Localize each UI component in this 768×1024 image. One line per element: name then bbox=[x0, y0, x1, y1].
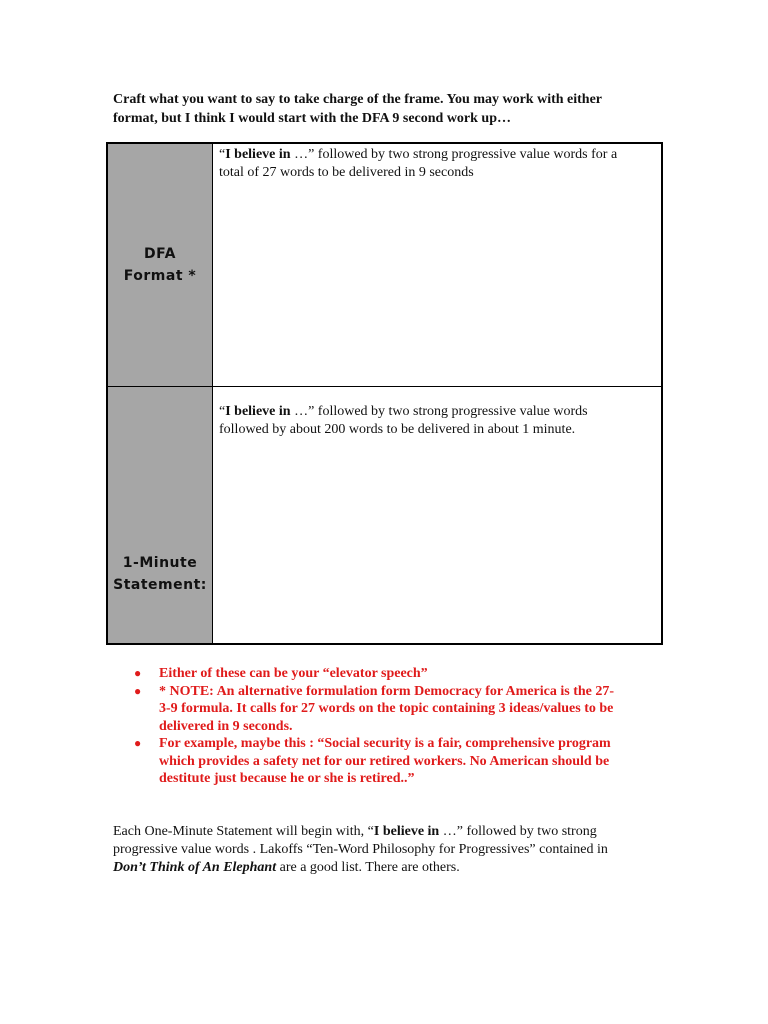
bullet-dot-icon: ● bbox=[134, 666, 142, 680]
dfa-label-line-1: DFA bbox=[144, 246, 176, 262]
bullet-3-line-1: For example, maybe this : “Social security is a fair, comprehensive program bbox=[159, 736, 611, 751]
dfa-instruction-rest: …” followed by two strong progressive value words for a bbox=[290, 147, 618, 162]
footer-part-2: …” followed by two strong bbox=[439, 824, 597, 839]
notes-bullet-list bbox=[134, 665, 659, 788]
footer-paragraph bbox=[113, 823, 673, 877]
bullet-2-line-1: * NOTE: An alternative formulation form Democracy for America is the 27- bbox=[159, 683, 615, 699]
bullet-2-line-2: 3-9 formula. It calls for 27 words on the topic containing 3 ideas/values to be bbox=[159, 701, 614, 716]
footer-line-2: progressive value words . Lakoffs “Ten-Word Philosophy for Progressives” contained in bbox=[113, 842, 608, 857]
footer-i-believe-in: I believe in bbox=[373, 824, 440, 839]
one-minute-instruction-rest: …” followed by two strong progressive value words bbox=[290, 404, 588, 419]
one-minute-instruction-line-1 bbox=[219, 403, 655, 421]
one-minute-i-believe-in: I believe in bbox=[225, 404, 291, 419]
bullet-item-dfa-note bbox=[134, 683, 659, 736]
dfa-instruction-line-2: total of 27 words to be delivered in 9 seconds bbox=[219, 165, 474, 180]
bullet-2-line-3: delivered in 9 seconds. bbox=[159, 718, 293, 734]
bullet-1-line-1: Either of these can be your “elevator speech” bbox=[159, 666, 428, 681]
one-minute-label-line-1: 1-Minute bbox=[122, 555, 198, 571]
intro-line-2: format, but I think I would start with the DFA 9 second work up… bbox=[113, 111, 512, 126]
one-minute-label-line-2: Statement: bbox=[113, 577, 207, 593]
dfa-format-label-cell bbox=[108, 144, 213, 387]
intro-paragraph bbox=[113, 90, 673, 128]
bullet-3-line-2: which provides a safety net for our retired workers. No American should be bbox=[159, 753, 610, 769]
one-minute-instruction-line-2: followed by about 200 words to be delivered in about 1 minute. bbox=[219, 422, 576, 437]
bullet-3-line-3: destitute just because he or she is retired..” bbox=[159, 771, 415, 786]
footer-line-3 bbox=[113, 859, 673, 877]
one-minute-quote-open: “ bbox=[219, 404, 226, 419]
dfa-format-content-cell bbox=[213, 144, 661, 387]
bullet-item-example bbox=[134, 735, 659, 788]
one-minute-statement-content-cell bbox=[213, 387, 661, 643]
dfa-quote-open: “ bbox=[219, 147, 226, 162]
dfa-i-believe-in: I believe in bbox=[225, 147, 291, 162]
frame-table bbox=[106, 142, 663, 645]
book-title: Don’t Think of An Elephant bbox=[113, 860, 277, 875]
intro-line-1: Craft what you want to say to take charge of the frame. You may work with either bbox=[113, 92, 603, 107]
bullet-dot-icon: ● bbox=[134, 683, 142, 698]
bullet-dot-icon: ● bbox=[134, 736, 142, 750]
footer-line-1 bbox=[113, 823, 673, 841]
bullet-item-elevator-speech bbox=[134, 665, 659, 683]
dfa-instruction-line-1 bbox=[219, 146, 655, 164]
one-minute-statement-label-cell bbox=[108, 387, 213, 643]
dfa-label-line-2: Format * bbox=[123, 268, 197, 284]
footer-part-1: Each One-Minute Statement will begin with, “ bbox=[113, 824, 374, 839]
footer-line-3-rest: are a good list. There are others. bbox=[276, 860, 460, 875]
